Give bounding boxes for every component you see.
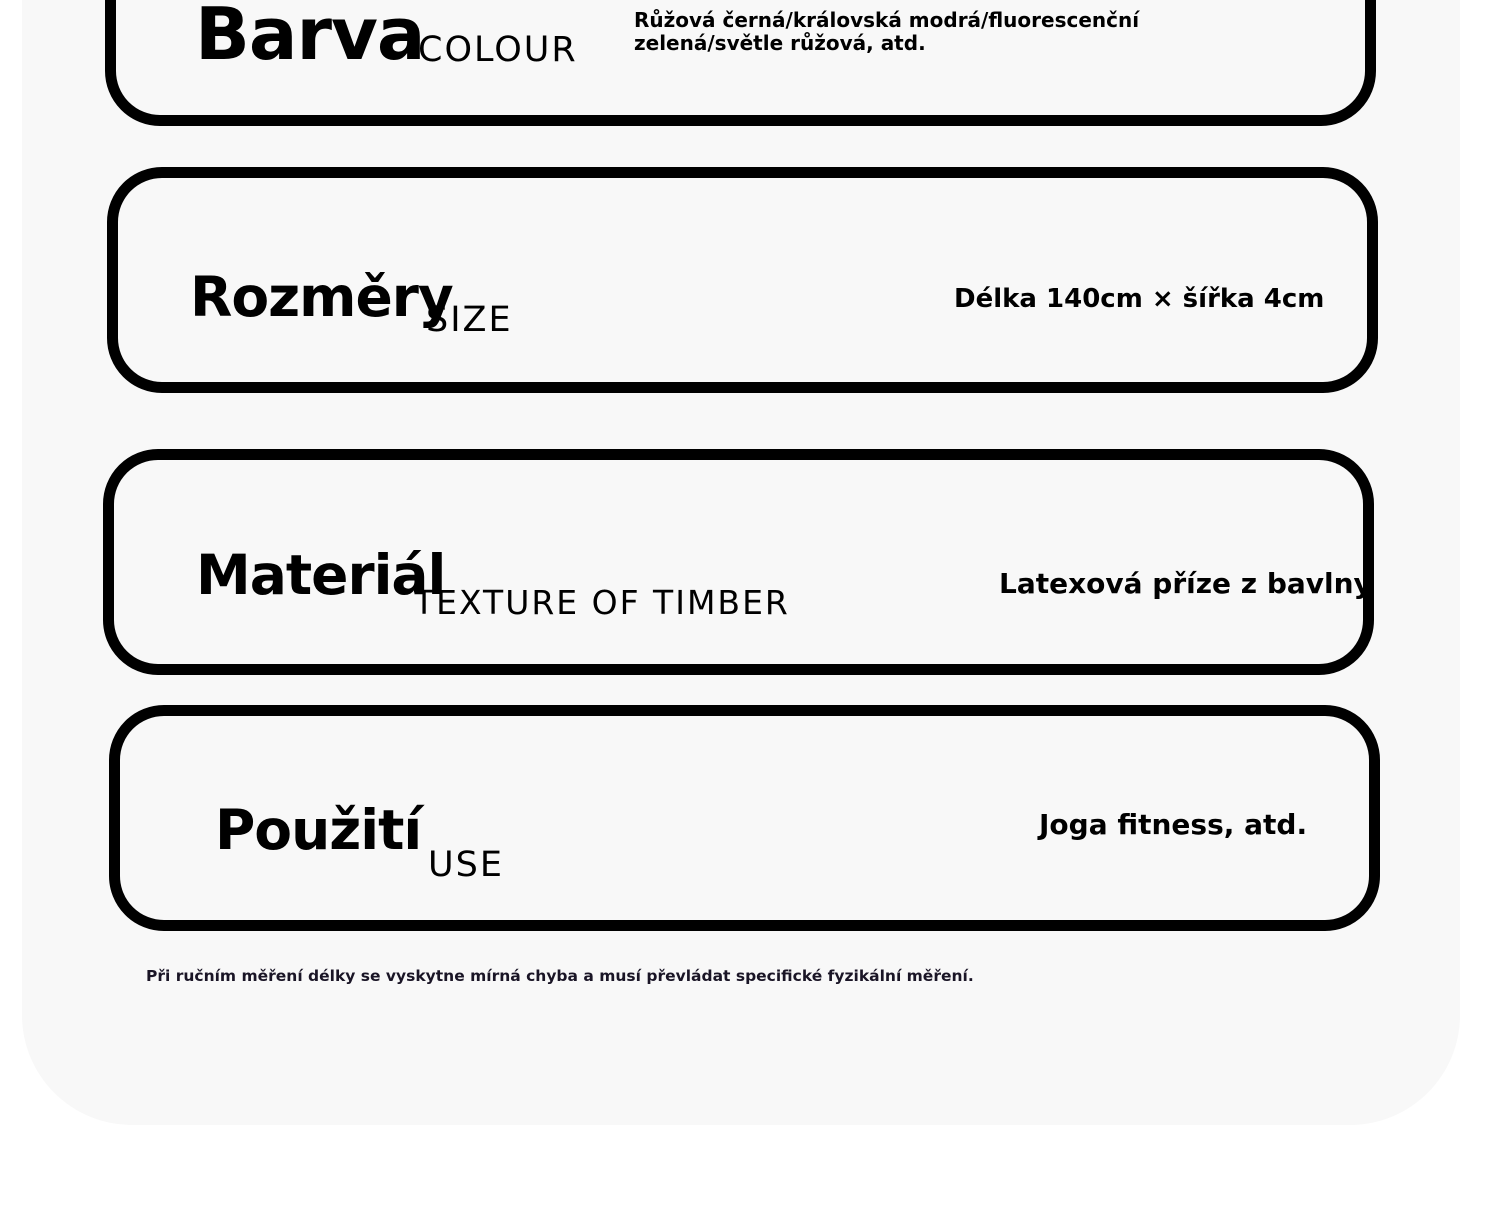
spec-label-use: Použití bbox=[215, 798, 422, 862]
spec-value-size: Délka 140cm × šířka 4cm bbox=[954, 284, 1325, 314]
spec-sublabel-colour: COLOUR bbox=[418, 30, 578, 70]
spec-label-material: Materiál bbox=[196, 543, 446, 607]
spec-value-colour: Růžová černá/královská modrá/fluorescenční zelená/světle růžová, atd. bbox=[634, 8, 1140, 55]
spec-label-size: Rozměry bbox=[190, 265, 453, 329]
spec-value-material: Latexová příze z bavlny bbox=[999, 567, 1372, 600]
spec-value-use: Joga fitness, atd. bbox=[1039, 808, 1308, 841]
spec-label-colour: Barva bbox=[195, 0, 425, 76]
spec-sublabel-use: USE bbox=[428, 845, 504, 885]
spec-sublabel-material: TEXTURE OF TIMBER bbox=[414, 583, 790, 622]
measurement-disclaimer: Při ručním měření délky se vyskytne mírná chyba a musí převládat specifické fyzikální měření. bbox=[146, 967, 974, 985]
spec-sublabel-size: SIZE bbox=[426, 300, 513, 340]
